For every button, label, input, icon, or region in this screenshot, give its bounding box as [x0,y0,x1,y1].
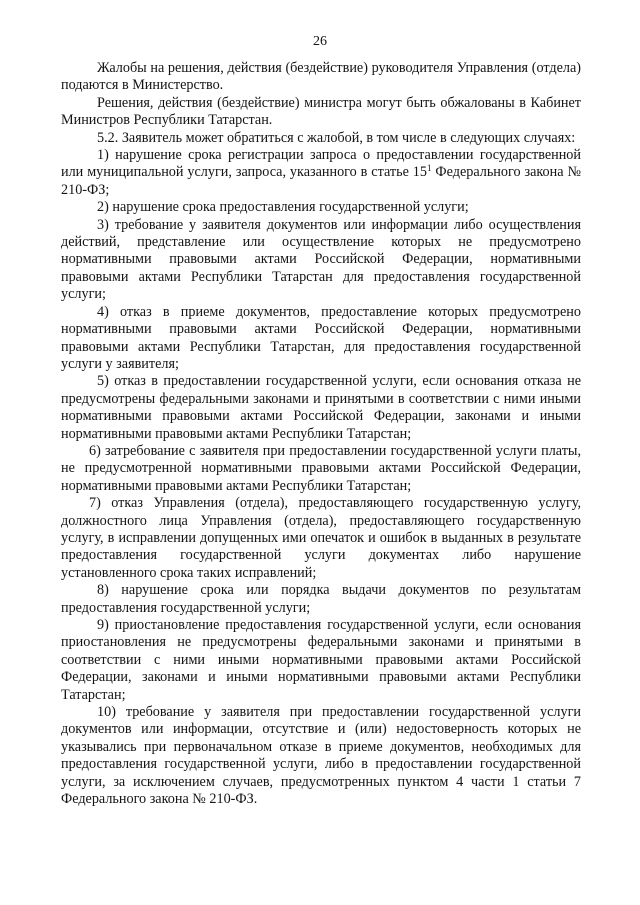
case-1-superscript: 1 [426,163,432,174]
paragraph-case-5: 5) отказ в предоставлении государственной услуги, если основания отказа не предусмотрены федеральными законами и принятыми в соответствии с ними иными нормативными правовыми актами Российской Федерации, законами и иными нормативными правовыми актами Республики Татарстан; [61,373,581,442]
paragraph-case-6: 6) затребование с заявителя при предоставлении государственной услуги платы, не предусмотренной нормативными правовыми актами Российской Федерации, нормативными правовыми актами Республики Татарстан; [61,442,581,494]
paragraph-complaint-minister: Решения, действия (бездействие) министра могут быть обжалованы в Кабинет Министров Республики Татарстан. [61,94,581,129]
paragraph-case-8: 8) нарушение срока или порядка выдачи документов по результатам предоставления государственной услуги; [61,582,581,616]
paragraph-case-2: 2) нарушение срока предоставления государственной услуги; [97,199,469,216]
paragraph-case-3: 3) требование у заявителя документов или информации либо осуществления действий, представление или осуществление которых не предусмотрено нормативными правовыми актами Российской Федерации, нормативными правовыми актами Республики Татарстан для предоставления государственной услуги; [61,216,581,303]
case-1-text: 1) нарушение срока регистрации запроса о предоставлении государственной или муниципальной услуги, запроса, указанного в статье 15 [61,147,581,181]
paragraph-case-4: 4) отказ в приеме документов, предоставление которых предусмотрено нормативными правовыми актами Российской Федерации, нормативными правовыми актами Республики Татарстан, для предоставления государственной услуги у заявителя; [61,303,581,372]
paragraph-case-1 [61,147,581,199]
paragraph-case-7: 7) отказ Управления (отдела), предоставляющего государственную услугу, должностного лица Управления (отдела), предоставляющего государственную услугу, в исправлении допущенных ими опечаток и ошибок в выданных в результате предоставления государственной услуги документах либо нарушение установленного срока таких исправлений; [61,495,581,581]
document-body [61,60,581,808]
paragraph-case-10: 10) требование у заявителя при предоставлении государственной услуги документов или информации, отсутствие и (или) недостоверность которых не указывались при первоначальном отказе в приеме документов, необходимых для предоставления государственной услуги, либо в предоставлении государственной услуги, за исключением случаев, предусмотренных пунктом 4 части 1 статьи 7 Федерального закона № 210-ФЗ. [61,704,581,808]
paragraph-case-9: 9) приостановление предоставления государственной услуги, если основания приостановления не предусмотрены федеральными законами и принятыми в соответствии с ними иными нормативными правовыми актами Российской Федерации, законами и иными нормативными правовыми актами Республики Татарстан; [61,617,581,703]
paragraph-section-5-2: 5.2. Заявитель может обратиться с жалобой, в том числе в следующих случаях: [97,129,576,146]
paragraph-complaint-head: Жалобы на решения, действия (бездействие) руководителя Управления (отдела) подаются в Министерство. [61,60,581,94]
page-number: 26 [313,34,327,49]
case-1-text-after: Федерального закона № 210-ФЗ; [61,164,581,198]
